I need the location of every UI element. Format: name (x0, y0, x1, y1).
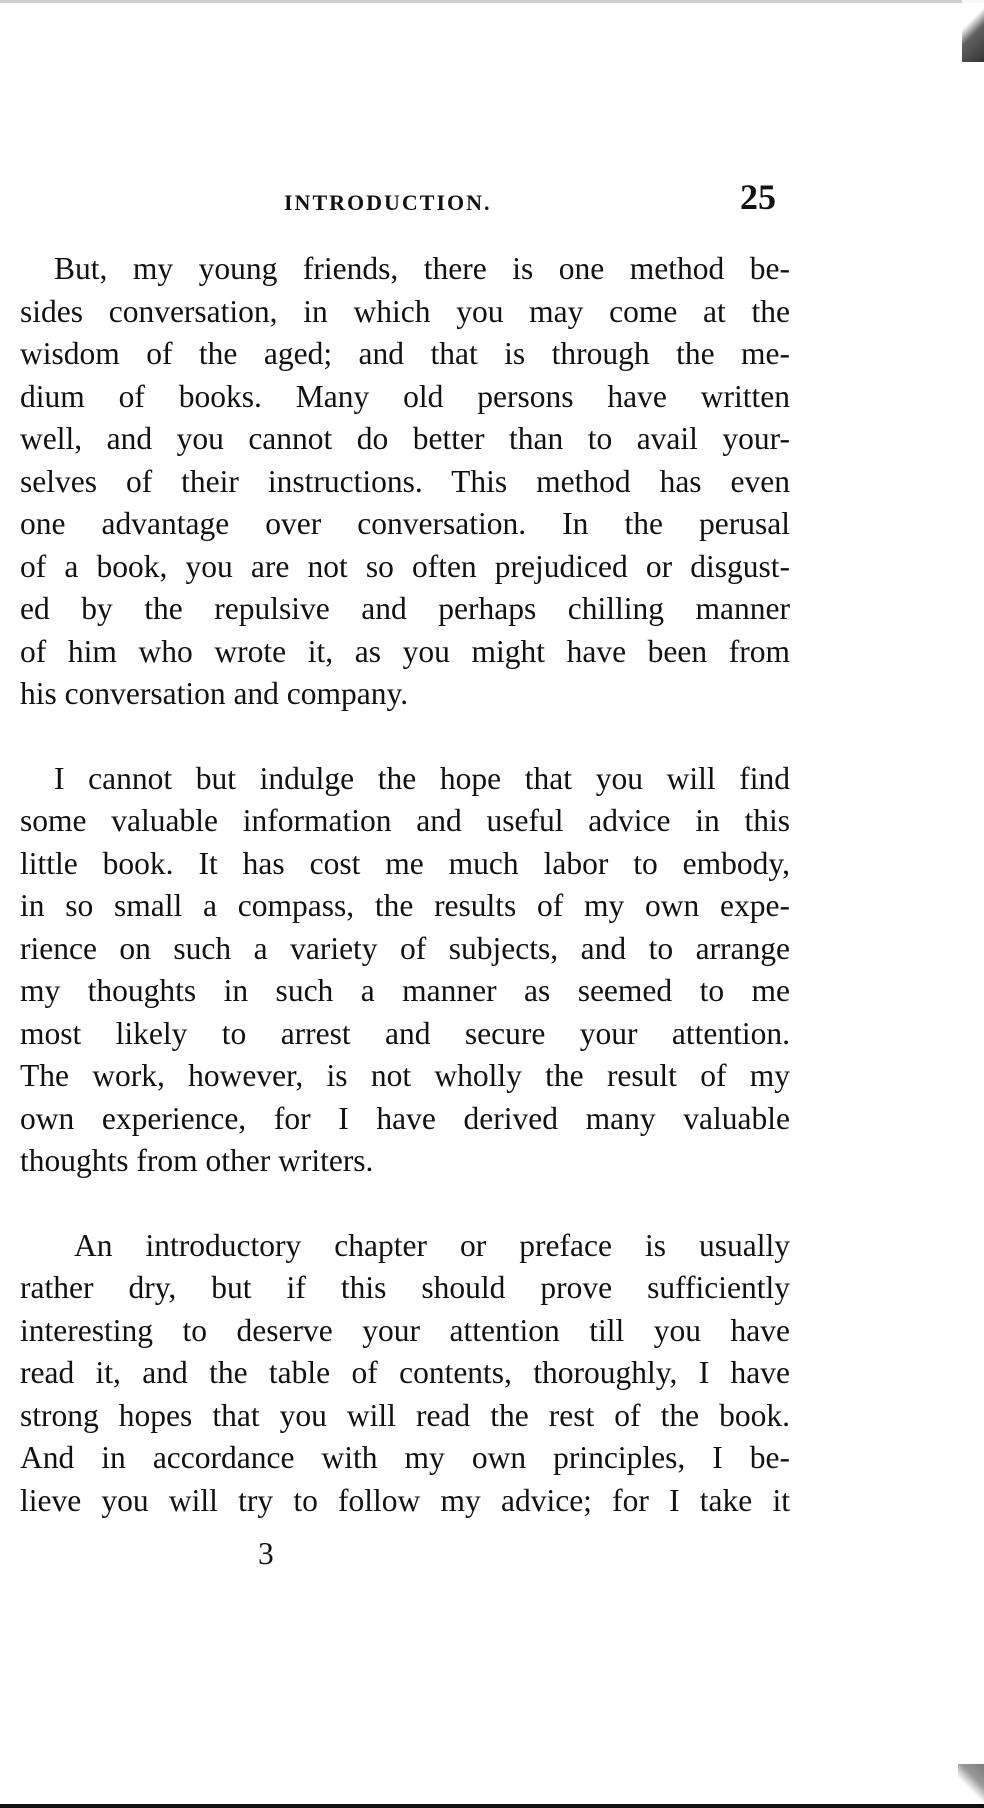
paragraph-2 (20, 758, 790, 1183)
text-line: rience on such a variety of subjects, and to arrange (20, 930, 790, 966)
text-line: rather dry, but if this should prove sufficiently (20, 1270, 790, 1305)
text-line: sides conversation, in which you may come at the (20, 293, 790, 329)
running-head (0, 176, 984, 226)
text-line: in so small a compass, the results of my own expe- (20, 888, 790, 923)
text-line: lieve you will try to follow my advice; for I take it (20, 1482, 790, 1518)
text-line: selves of their instructions. This method has even (20, 463, 790, 499)
text-line: his conversation and company. (20, 676, 409, 711)
text-line: one advantage over conversation. In the perusal (20, 506, 790, 541)
text-line: But, my young friends, there is one method be- (54, 251, 790, 286)
text-line: little book. It has cost me much labor to embody, (20, 845, 790, 881)
text-line: own experience, for I have derived many valuable (20, 1100, 790, 1136)
text-line: ed by the repulsive and perhaps chilling manner (20, 591, 790, 626)
paragraph-1 (20, 248, 790, 716)
text-line: I cannot but indulge the hope that you will find (54, 760, 790, 796)
text-line: The work, however, is not wholly the result of my (20, 1058, 790, 1093)
text-line: most likely to arrest and secure your attention. (20, 1015, 790, 1051)
text-line: my thoughts in such a manner as seemed to me (20, 973, 790, 1008)
text-line: And in accordance with my own principles, I be- (20, 1440, 790, 1475)
paragraph-3 (20, 1225, 790, 1523)
body-text (20, 248, 790, 1564)
text-line: read it, and the table of contents, thoroughly, I have (20, 1355, 790, 1390)
signature-mark: 3 (258, 1536, 274, 1571)
text-line: dium of books. Many old persons have written (20, 378, 790, 414)
page-top-edge (0, 0, 984, 3)
text-line: interesting to deserve your attention till you have (20, 1312, 790, 1348)
text-line: of him who wrote it, as you might have been from (20, 633, 790, 669)
text-line: of a book, you are not so often prejudiced or disgust- (20, 548, 790, 584)
running-title: INTRODUCTION. (284, 190, 492, 215)
text-line: thoughts from other writers. (20, 1143, 374, 1178)
text-line: some valuable information and useful advice in this (20, 803, 790, 838)
page-corner-shadow-top (962, 0, 984, 62)
page-bottom-edge (0, 1804, 984, 1808)
text-line: well, and you cannot do better than to avail your- (20, 421, 790, 456)
text-line: An introductory chapter or preface is usually (74, 1227, 790, 1263)
page-number: 25 (740, 177, 776, 217)
page-corner-shadow-bottom (958, 1764, 984, 1804)
text-line: wisdom of the aged; and that is through the me- (20, 336, 790, 371)
text-line: strong hopes that you will read the rest of the book. (20, 1397, 790, 1433)
